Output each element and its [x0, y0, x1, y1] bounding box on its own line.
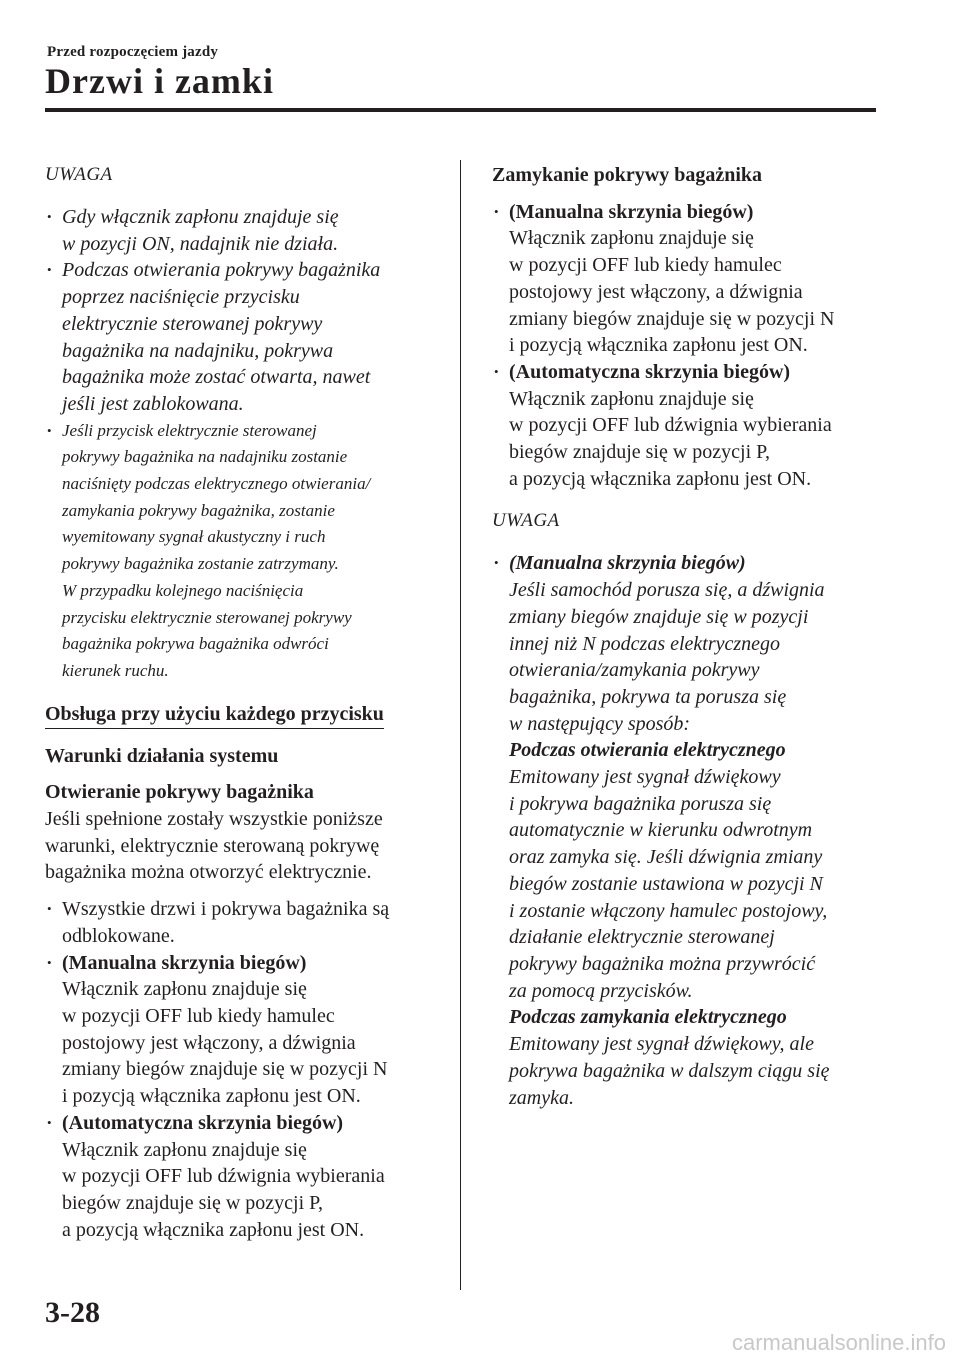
closing-conditions-list [492, 199, 887, 493]
note-list-right [492, 550, 887, 1111]
header-rule [45, 108, 876, 112]
subheading-closing: Zamykanie pokrywy bagażnika [492, 164, 763, 186]
condition-item-manual: • (Manualna skrzynia biegów) Włącznik zapłonu znajduje się w pozycji OFF lub kiedy hamulec postojowy jest włączony, a dźwignia zmiany biegów znajduje się w pozycji N i pozycją włącznika zapłonu jest ON. [45, 950, 445, 1110]
closing-item-automatic: • (Automatyczna skrzynia biegów) Włącznik zapłonu znajduje się w pozycji OFF lub dźwignia wybierania biegów znajduje się w pozycji P, a pozycją włącznika zapłonu jest ON. [492, 359, 887, 493]
subheading-conditions: Warunki działania systemu [45, 744, 279, 767]
note-item-manual: • (Manualna skrzynia biegów) Jeśli samochód porusza się, a dźwignia zmiany biegów znajduje się w pozycji innej niż N podczas elektrycznego otwierania/zamykania pokrywy bagażnika, pokrywa ta porusza się w następujący sposób: Podczas otwierania elektrycznego Emitowany jest sygnał dźwiękowy i pokrywa bagażnika porusza się automatycznie w kierunku odwrotnym oraz zamyka się. Jeśli dźwignia zmiany biegów zostanie ustawiona w pozycji N i zostanie włączony hamulec postojowy, działanie elektrycznie sterowanej pokrywy bagażnika można przywrócić za pomocą przycisków. Podczas zamykania elektrycznego Emitowany jest sygnał dźwiękowy, ale pokrywa bagażnika w dalszym ciągu się zamyka. [492, 550, 887, 1111]
note-item: • Gdy włącznik zapłonu znajduje się w pozycji ON, nadajnik nie działa. [45, 204, 445, 257]
opening-paragraph: Jeśli spełnione zostały wszystkie poniższe warunki, elektrycznie sterowaną pokrywę bagażnika można otworzyć elektrycznie. [45, 808, 383, 884]
running-header: Przed rozpoczęciem jazdy [47, 44, 219, 60]
right-column [492, 162, 887, 1111]
watermark: carmanualsonline.info [731, 1330, 946, 1355]
page-title: Drzwi i zamki [45, 61, 274, 101]
note-label-right: UWAGA [492, 510, 560, 532]
section-heading: Obsługa przy użyciu każdego przycisku [45, 701, 384, 729]
conditions-list [45, 896, 445, 1243]
note-label: UWAGA [45, 164, 113, 185]
note-item: • Podczas otwierania pokrywy bagażnika poprzez naciśnięcie przycisku elektrycznie sterowanej pokrywy bagażnika na nadajniku, pokrywa bagażnika może zostać otwarta, nawet jeśli jest zablokowana. [45, 257, 445, 417]
page-number: 3-28 [45, 1296, 100, 1329]
note-item: • Jeśli przycisk elektrycznie sterowanej pokrywy bagażnika na nadajniku zostanie naciśnięty podczas elektrycznego otwierania/ zamykania pokrywy bagażnika, zostanie wyemitowany sygnał akustyczny i ruch pokrywy bagażnika zostanie zatrzymany. W przypadku kolejnego naciśnięcia przycisku elektrycznie sterowanej pokrywy bagażnika pokrywa bagażnika odwróci kierunek ruchu. [45, 418, 445, 685]
condition-item-doors: • Wszystkie drzwi i pokrywa bagażnika są odblokowane. [45, 896, 445, 949]
note-list [45, 204, 445, 685]
left-column [45, 162, 445, 1243]
condition-item-automatic: • (Automatyczna skrzynia biegów) Włącznik zapłonu znajduje się w pozycji OFF lub dźwignia wybierania biegów znajduje się w pozycji P, a pozycją włącznika zapłonu jest ON. [45, 1110, 445, 1244]
subheading-opening: Otwieranie pokrywy bagażnika [45, 781, 314, 804]
column-divider [460, 160, 461, 1290]
closing-item-manual: • (Manualna skrzynia biegów) Włącznik zapłonu znajduje się w pozycji OFF lub kiedy hamulec postojowy jest włączony, a dźwignia zmiany biegów znajduje się w pozycji N i pozycją włącznika zapłonu jest ON. [492, 199, 887, 359]
